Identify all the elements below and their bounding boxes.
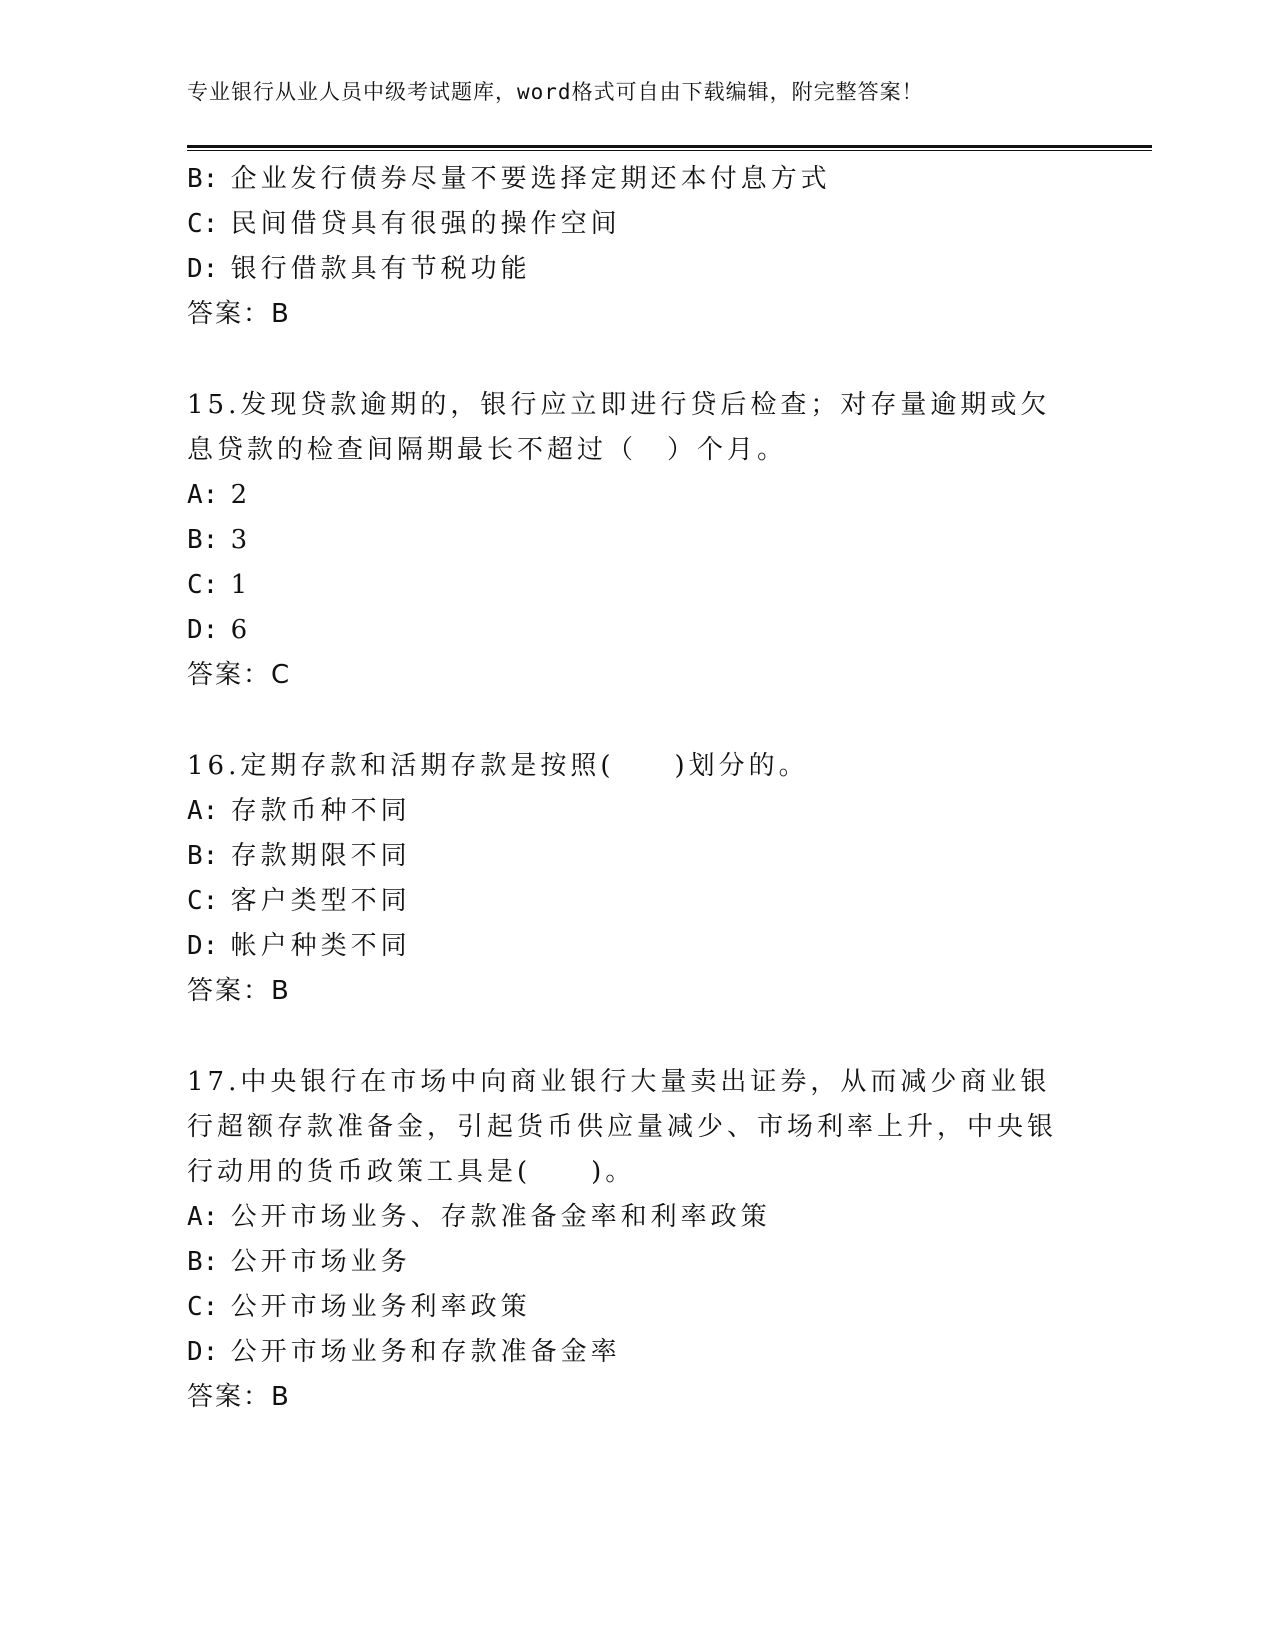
option-a (187, 1195, 1087, 1240)
option-label: C: (187, 570, 219, 600)
option-a (187, 473, 1087, 518)
page-header: 专业银行从业人员中级考试题库，word格式可自由下载编辑，附完整答案！ (187, 80, 924, 104)
option-text: 6 (230, 615, 252, 645)
option-label: B: (187, 164, 219, 194)
option-text: 2 (230, 480, 252, 510)
option-text: 存款期限不同 (230, 841, 411, 871)
option-label: B: (187, 841, 219, 871)
option-text: 公开市场业务和存款准备金率 (230, 1337, 621, 1367)
option-label: A: (187, 796, 219, 826)
option-d (187, 924, 1087, 969)
option-label: D: (187, 615, 219, 645)
question-stem: 17.中央银行在市场中向商业银行大量卖出证券，从而减少商业银行超额存款准备金，引起货币供应量减少、市场利率上升，中央银行动用的货币政策工具是( )。 (187, 1067, 1058, 1187)
option-label: B: (187, 1247, 219, 1277)
option-label: D: (187, 1337, 219, 1367)
spacer (187, 698, 1087, 744)
option-a (187, 789, 1087, 834)
question-16 (187, 744, 1087, 1014)
option-text: 企业发行债券尽量不要选择定期还本付息方式 (230, 164, 831, 194)
option-b (187, 157, 1087, 202)
option-text: 公开市场业务、存款准备金率和利率政策 (230, 1202, 771, 1232)
option-label: A: (187, 1202, 219, 1232)
option-text: 1 (230, 570, 252, 600)
option-text: 客户类型不同 (230, 886, 411, 916)
option-c (187, 202, 1087, 247)
question-stem: 16.定期存款和活期存款是按照( )划分的。 (187, 751, 809, 781)
option-label: A: (187, 480, 219, 510)
option-c (187, 879, 1087, 924)
spacer (187, 1014, 1087, 1060)
option-text: 公开市场业务 (230, 1247, 411, 1277)
option-text: 民间借贷具有很强的操作空间 (230, 209, 621, 239)
answer: 答案：C (187, 660, 292, 690)
option-label: D: (187, 254, 219, 284)
option-d (187, 247, 1087, 292)
option-d (187, 608, 1087, 653)
header-divider-thick (187, 145, 1152, 148)
question-15 (187, 383, 1087, 698)
option-label: D: (187, 931, 219, 961)
answer: 答案：B (187, 299, 291, 329)
answer: 答案：B (187, 1382, 291, 1412)
option-label: B: (187, 525, 219, 555)
option-text: 存款币种不同 (230, 796, 411, 826)
option-text: 银行借款具有节税功能 (230, 254, 531, 284)
spacer (187, 337, 1087, 383)
option-label: C: (187, 886, 219, 916)
question-list (187, 157, 1087, 1420)
option-c (187, 563, 1087, 608)
option-text: 3 (230, 525, 252, 555)
option-label: C: (187, 1292, 219, 1322)
question-stem: 15.发现贷款逾期的，银行应立即进行贷后检查；对存量逾期或欠息贷款的检查间隔期最长不超过（ ）个月。 (187, 390, 1051, 465)
answer: 答案：B (187, 976, 291, 1006)
option-d (187, 1330, 1087, 1375)
option-label: C: (187, 209, 219, 239)
question-17 (187, 1060, 1087, 1420)
header-divider-thin (187, 150, 1152, 151)
option-c (187, 1285, 1087, 1330)
question-14 (187, 157, 1087, 337)
option-text: 公开市场业务利率政策 (230, 1292, 531, 1322)
option-text: 帐户种类不同 (230, 931, 411, 961)
option-b (187, 834, 1087, 879)
option-b (187, 1240, 1087, 1285)
option-b (187, 518, 1087, 563)
